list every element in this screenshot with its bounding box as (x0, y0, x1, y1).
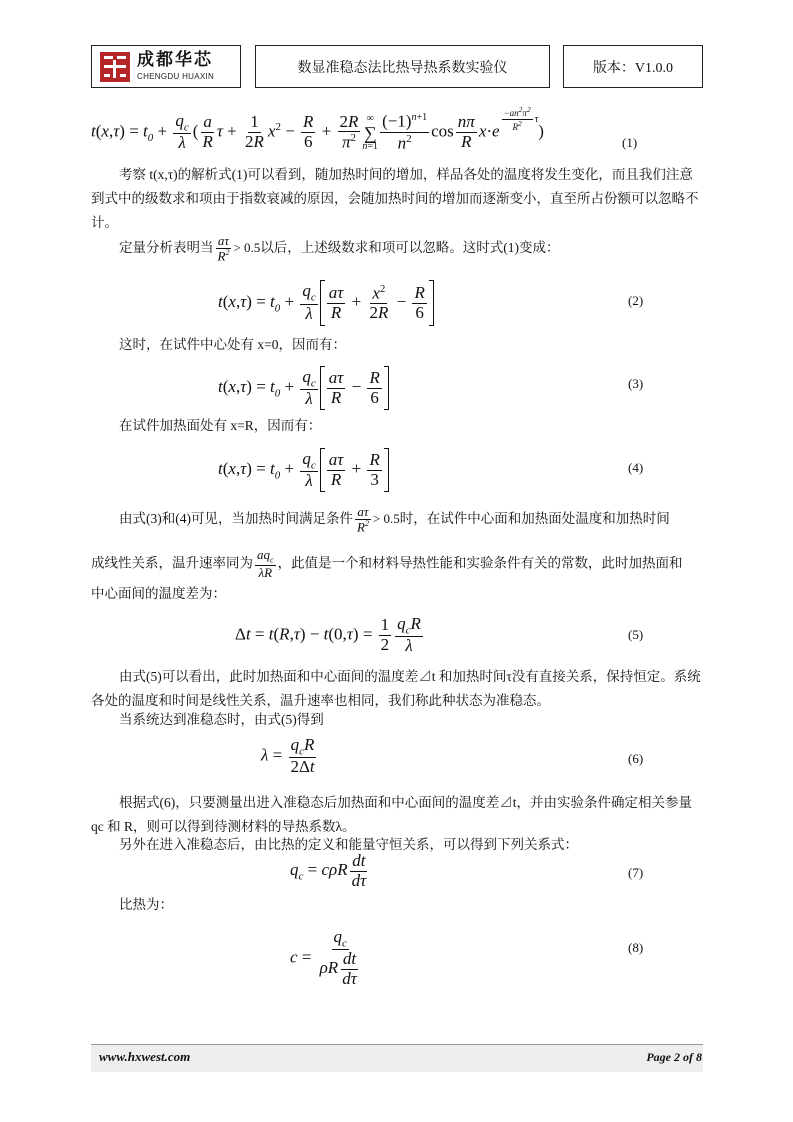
logo-mark-icon (100, 52, 130, 82)
paragraph-7: 当系统达到准稳态时，由式(5)得到 (119, 712, 324, 727)
paragraph-2-end: 以后，上述级数求和项可以忽略。这时式(1)变成： (260, 239, 560, 255)
footer-url: www.hxwest.com (99, 1049, 191, 1064)
paragraph-3: 这时，在试件中心处有 x=0，因而有： (119, 337, 346, 352)
equation-8: c = $q_c$ ρR $\frac{dt}{d\tau}$ (290, 927, 357, 989)
paragraph-6: 由式(5)可以看出，此时加热面和中心面间的温度差⊿t 和加热时间τ没有直接关系，保持恒定。系统各处的温度和时间是线性关系，温升速率也相同，我们称此种状态为准稳态。 (91, 669, 701, 708)
equation-7: $q_c = c\rho R$ $\frac{dt}{d\tau}$ (290, 851, 367, 890)
document-title: 数显准稳态法比热导热系数实验仪 (255, 45, 550, 88)
logo-en-text: CHENGDU HUAXIN (137, 72, 215, 81)
equation-4: $t(x,\tau) = t_0$ + $\frac{q_c}{\lambda}$ $\frac{a\tau}{R}$ + $\frac{R}{3}$ (218, 448, 389, 492)
paragraph-1: 考察 t(x,τ)的解析式(1)可以看到，随加热时间的增加，样品各处的温度将发生变化，而且我们注意到式中的级数求和项由于指数衰减的原因，会随加热时间的增加而逐渐变小，直至所占份额可以忽略不计。 (91, 167, 699, 230)
logo-cn-text: 成都华芯 (137, 50, 213, 70)
equation-6: λ = $\frac{q_cR}{2\Delta t}$ (261, 735, 315, 777)
equation-number-5: (5) (628, 627, 644, 642)
version-label: 版本：V1.0.0 (563, 45, 703, 88)
paragraph-5-line1: 由式(3)和(4)可见，当加热时间满足条件 $\frac{a\tau}{R^2}$ > 0.5时，在试件中心面和加热面处温度和加热时间 (119, 504, 670, 535)
equation-number-8: (8) (628, 940, 644, 955)
equation-number-3: (3) (628, 376, 644, 391)
paragraph-5-line3: 中心面间的温度差为： (91, 586, 226, 601)
paragraph-5-line2: 成线性关系，温升速率同为 $\frac{aq_c}{\lambda R}$ ，此值是一个和材料导热性能和实验条件有关的常数，此时加热面和 (91, 547, 683, 581)
footer-page-number: Page 2 of 8 (646, 1050, 702, 1064)
equation-number-6: (6) (628, 751, 644, 766)
equation-1: $t(x,\tau) = t_0$ + $\frac{q_c}{\lambda}$ ( $\frac{a}{R}$ τ + $\frac{1}{2R}$ $x^2$ − $\frac{R}{6}$ + $\frac{2R}{\pi^2}$ ∞ ∑ n=1 $\frac{(-1)^{n+1}}{n^2}$ cos $\frac{n\pi}{R}$ x·e $^{\frac{-an^2\pi^2}{R^2} \tau}$) (91, 105, 544, 153)
paragraph-2-start: 定量分析表明当 (119, 239, 214, 255)
paragraph-5-part-d: ，此值是一个和材料导热性能和实验条件有关的常数，此时加热面和 (277, 555, 683, 571)
paragraph-5-part-b: 时，在试件中心面和加热面处温度和加热时间 (399, 510, 670, 526)
paragraph-8: 根据式(6)，只要测量出进入准稳态后加热面和中心面间的温度差⊿t，并由实验条件确定相关参量 qc 和 R，则可以得到待测材料的导热系数λ。 (91, 795, 692, 834)
equation-number-7: (7) (628, 865, 644, 880)
company-logo (91, 45, 241, 88)
equation-number-1: (1) (622, 135, 638, 150)
paragraph-5-part-a: 由式(3)和(4)可见，当加热时间满足条件 (119, 510, 353, 526)
paragraph-10: 比热为： (119, 897, 173, 912)
equation-number-2: (2) (628, 293, 644, 308)
paragraph-9: 另外在进入准稳态后，由比热的定义和能量守恒关系，可以得到下列关系式： (119, 837, 578, 852)
equation-2: $t(x,\tau) = t_0$ + $\frac{q_c}{\lambda}$ $\frac{a\tau}{R}$ + $\frac{x^2}{2R}$ − $\frac{R}{6}$ (218, 280, 434, 326)
equation-number-4: (4) (628, 460, 644, 475)
paragraph-4: 在试件加热面处有 x=R，因而有： (119, 418, 322, 433)
paragraph-5-part-c: 成线性关系，温升速率同为 (91, 555, 253, 571)
equation-3: $t(x,\tau) = t_0$ + $\frac{q_c}{\lambda}$ $\frac{a\tau}{R}$ − $\frac{R}{6}$ (218, 366, 389, 410)
paragraph-2: 定量分析表明当 $\frac{a\tau}{R^2}$ > 0.5以后，上述级数求和项可以忽略。这时式(1)变成： (119, 233, 560, 264)
equation-5: Δt = t(R,τ) − t(0,τ) = $\frac{1}{2}$ $\frac{q_cR}{\lambda}$ (235, 614, 421, 656)
